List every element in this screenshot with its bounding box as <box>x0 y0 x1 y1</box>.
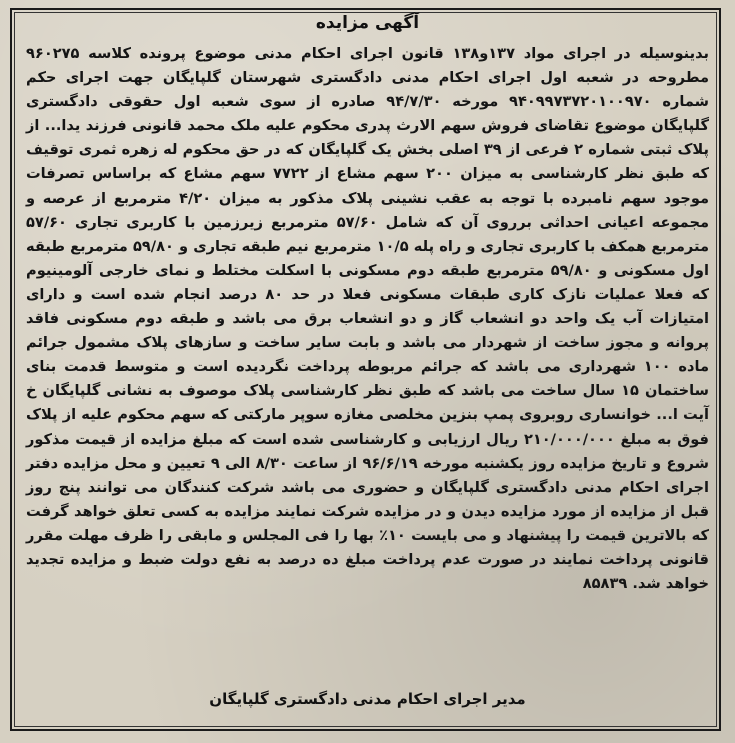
notice-title: آگهی مزایده <box>315 13 420 33</box>
notice-signature: مدیر اجرای احکام مدنی دادگستری گلپایگان <box>209 690 526 708</box>
notice-body: بدینوسیله در اجرای مواد ۱۳۷و۱۳۸ قانون اجرای احکام مدنی موضوع پرونده کلاسه ۹۶۰۲۷۵ مطروحه در شعبه اول اجرای احکام مدنی دادگستری شهرستان گلپایگان جهت اجرای حکم شماره ۹۴۰۹۹۷۳۷۲۰۱۰۰۹۷۰ مورخه ۹۴/۷/۳۰ صادره از سوی شعبه اول حقوقی دادگستری گلپایگان موضوع تقاضای فروش سهم الارث پدری محکوم علیه ملک محمد قانونی فرزند یدا... از پلاک ثبتی شماره ۲ فرعی از ۳۹ اصلی بخش یک گلپایگان که در حق محکوم له زهره ثمری توقیف که طبق نظر کارشناسی به میزان ۲۰۰ سهم مشاع از ۷۷۲۲ سهم مشاع که براساس تصرفات موجود سهم نامبرده با توجه به عقب نشینی پلاک مذکور به میزان ۴/۲۰ مترمربع از عرصه و مجموعه اعیانی احداثی برروی آن که شامل ۵۷/۶۰ مترمربع زیرزمین با کاربری تجاری ۵۷/۶۰ مترمربع همکف با کاربری تجاری و راه پله ۱۰/۵ مترمربع نیم طبقه تجاری و ۵۹/۸۰ مترمربع طبقه اول مسکونی و ۵۹/۸۰ مترمربع طبقه دوم مسکونی با اسکلت مختلط و نمای خارجی آلومینیوم که فعلا عملیات نازک کاری طبقات مسکونی فعلا در حد ۸۰ درصد انجام شده است و دارای امتیازات آب یک واحد دو انشعاب گاز و دو انشعاب برق می باشد و طبقه دوم مسکونی فاقد پروانه و مجوز ساخت از شهردار می باشد و بابت سایر ساخت و سازهای پلاک مشمول جرائم ماده ۱۰۰ شهرداری می باشد که جرائم مربوطه پرداخت نگردیده است و متوسط قدمت بنای ساختمان ۱۵ سال ساخت می باشد که طبق نظر کارشناسی پلاک موصوف به نشانی گلپایگان خ آیت ا... خوانساری روبروی پمپ بنزین مخلصی مغازه سوپر مارکتی که سهم محکوم علیه از پلاک فوق به مبلغ ۲۱۰/۰۰۰/۰۰۰ ریال ارزیابی و کارشناسی شده است که مبلغ مزایده از قیمت مذکور شروع و تاریخ مزایده روز یکشنبه مورخه ۹۶/۶/۱۹ از ساعت ۸/۳۰ الی ۹ تعیین و محل مزایده دفتر اجرای احکام مدنی دادگستری گلپایگان و حضوری می باشد شرکت کنندگان می توانند پنج روز قبل از مزایده از مورد مزایده دیدن و در مزایده شرکت نمایند مزایده به کسی تعلق خواهد گرفت که بالاترین قیمت را پیشنهاد و می بایست ۱۰٪ بها را فی المجلس و مابقی را ظرف مهلت مقرر قانونی پرداخت نمایند در صورت عدم پرداخت مبلغ ده درصد به نفع دولت ضبط و مزایده تجدید خواهد شد. ۸۵۸۳۹ <box>26 45 709 593</box>
